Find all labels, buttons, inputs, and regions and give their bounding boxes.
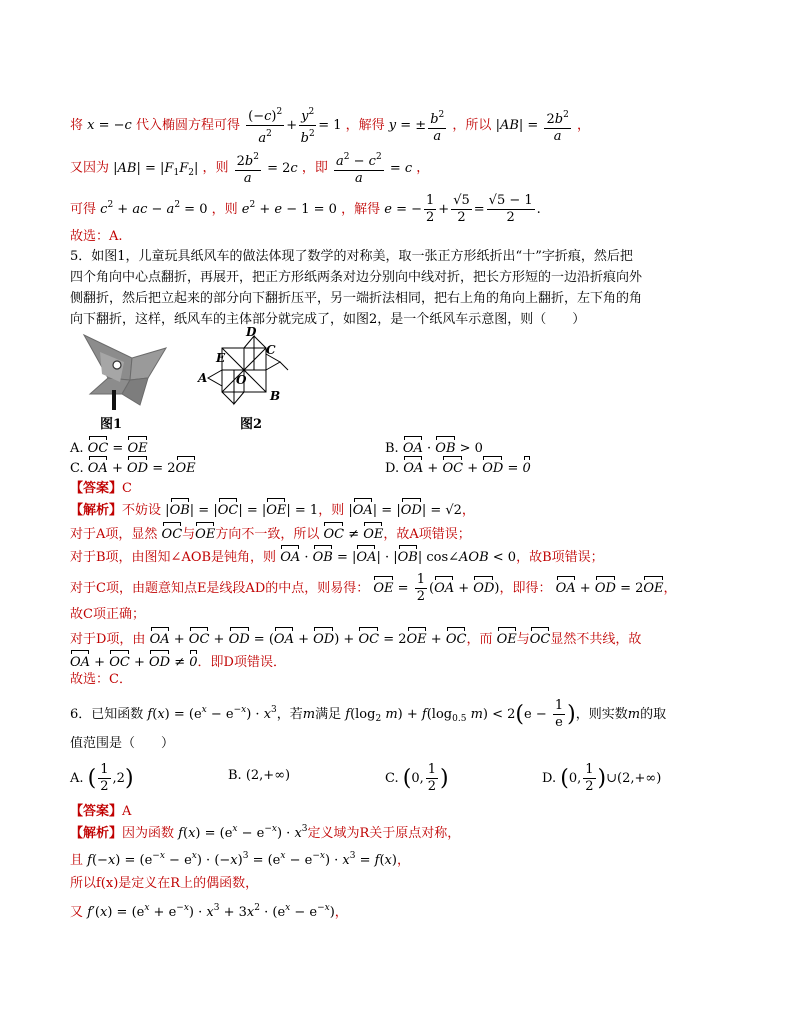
svg-text:D: D	[246, 326, 257, 339]
answer-choice-line: 故选：A.	[70, 229, 123, 244]
q6-option-a: A. ( $\frac{1}{2}$ ,2)	[70, 762, 134, 794]
solution-line-1: 将 x = −c 代入椭圆方程可得 $\frac{(-c)^2}{a^2}$ + $\frac{y^2}{b^2}$ = 1 ，解得 y = ± $\frac{b^2}{a}$ ，所以 |AB| = $\frac{2b^2}{a}$ ，	[70, 104, 590, 147]
q5-explanation-line-6: 对于D项，由 OA + OC + OD = (OA + OD) + OC = 2OE + OC，而 OE与OC显然不共线，故	[70, 627, 641, 649]
q5-explanation-line-2: 对于A项，显然 OC与OE方向不一致，所以 OC ≠ OE，故A项错误；	[70, 522, 471, 544]
q6-line-1: 6．已知函数 $f(x) = (e^x - e^{-x}) \cdot x^3$，若m满足 $f(\log_2$ $m) + f(\log_{0.5}$ m) < 2(e − $\frac{1}{e}$ )，则实数m的取	[70, 698, 667, 730]
q5-option-b: B. OA · OB > 0	[385, 436, 483, 458]
figure-1-caption: 图1	[100, 417, 123, 432]
q5-explanation-line-8: 故选：C．	[70, 672, 132, 687]
figure-2-caption: 图2	[240, 417, 263, 432]
q5-option-a: A. OC = OE	[70, 436, 148, 458]
solution-line-3: 可得 $c^2$ + ac − $a^2 = 0$ ，则 $e^2 + e - 1 = 0$ ，解得 e = − $\frac{1}{2}$ + $\frac{√5}{2}$ = $\frac{√5 - 1}{2}$ .	[70, 193, 541, 225]
q6-option-d: D. (0, $\frac{1}{2}$ )∪(2,+∞)	[542, 762, 662, 794]
q5-option-c: C. OA + OD = 2OE	[70, 456, 196, 478]
q5-explanation-line-3: 对于B项，由图知∠AOB是钝角，则 OA · OB = |OA| · |OB| cos∠AOB < 0，故B项错误；	[70, 545, 604, 567]
svg-text:A: A	[198, 371, 208, 385]
q6-explanation-line-3: 所以f(x)是定义在R上的偶函数，	[70, 876, 259, 891]
q5-line-3: 侧翻折，然后把立起来的部分向下翻折压平，另一端折法相同，把右上角的角向上翻折，左下角的角	[70, 291, 643, 306]
q6-option-c: C. (0, $\frac{1}{2}$ )	[385, 762, 449, 794]
q6-option-b: B. (2,+∞)	[228, 768, 291, 783]
q6-line-2: 值范围是（ ）	[70, 736, 175, 751]
q5-answer: 【答案】C	[70, 481, 132, 496]
q5-explanation-line-7: OA + OC + OD ≠ 0．即D项错误．	[70, 650, 286, 672]
pinwheel-figure-2	[196, 326, 296, 414]
q5-line-2: 四个角向中心点翻折，再展开，把正方形纸两条对边分别向中线对折，把长方形短的一边沿折痕向外	[70, 270, 643, 285]
q5-explanation-line-4: 对于C项，由题意知点E是线段AD的中点，则易得： OE = $\frac{1}{2}$ (OA + OD)，即得： OA + OD = 2OE，	[70, 572, 677, 604]
q5-explanation-line-5: 故C项正确；	[70, 607, 145, 622]
pinwheel-figure-1	[70, 330, 170, 410]
q5-line-4: 向下翻折，这样，纸风车的主体部分就完成了，如图2，是一个纸风车示意图，则（ ）	[70, 312, 586, 327]
q5-explanation-line-1: 【解析】不妨设 |OB| = |OC| = |OE| = 1，则 |OA| = |OD| = √2，	[70, 498, 475, 520]
svg-text:O: O	[236, 373, 247, 387]
q6-explanation-line-2: 且 $f(-x) = (e^{-x} - e^x) \cdot (-x)^3 = (e^x - e^{-x}) \cdot x^3 = f(x)$，	[70, 851, 410, 868]
svg-text:C: C	[266, 343, 276, 357]
q6-explanation-line-1: 【解析】因为函数 $f(x) = (e^x - e^{-x}) \cdot x^3$定义域为R关于原点对称，	[70, 824, 461, 841]
svg-text:E: E	[216, 351, 226, 365]
svg-text:B: B	[270, 389, 281, 403]
q6-explanation-line-4: 又 $f'(x) = (e^x + e^{-x}) \cdot x^3 + 3x^2 \cdot (e^x - e^{-x})$，	[70, 903, 348, 920]
q6-answer: 【答案】A	[70, 804, 132, 819]
solution-line-2: 又因为 $|AB| = |F_1F_2|$ ，则 $\frac{2b^2}{a}$ = 2c ，即 $\frac{a^2 - c^2}{a}$ = c ，	[70, 149, 429, 187]
q5-line-1: 5．如图1，儿童玩具纸风车的做法体现了数学的对称美，取一张正方形纸折出“十”字折痕，然后把	[70, 249, 633, 264]
q5-option-d: D. OA + OC + OD = 0	[385, 456, 531, 478]
